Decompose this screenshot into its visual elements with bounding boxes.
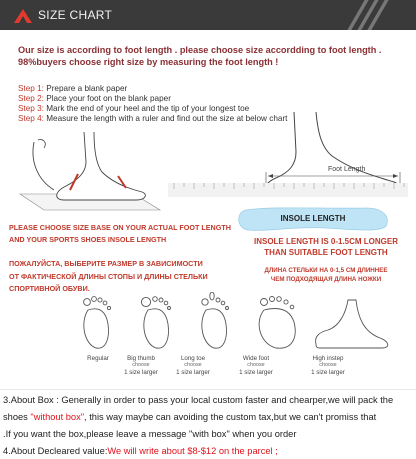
foot-type-wide-foot: Wide foot choose 1 size larger xyxy=(239,355,273,376)
declared-value-note: 4.About Decleared value:We will write about $8-$12 on the parcel ; xyxy=(3,446,278,456)
shipping-notes xyxy=(3,392,415,459)
regular-foot-icon xyxy=(84,297,111,349)
foot-type-high-instep: High instep choose 1 size larger xyxy=(311,355,345,376)
foot-types-illustration xyxy=(74,292,404,352)
intro-line-1: Our size is according to foot length . please choose size accordding to foot length . xyxy=(18,45,382,55)
step-4: Step 4: Measure the length with a ruler and find out the size at below chart xyxy=(18,114,288,123)
choose-size-notice-en: PLEASE CHOOSE SIZE BASE ON YOUR ACTUAL FOOT LENGTH AND YOUR SPORTS SHOES INSOLE LENGTH xyxy=(9,223,231,244)
step-3: Step 3: Mark the end of your heel and the tip of your longest toe xyxy=(18,104,250,113)
foot-type-long-toe: Long toe choose 1 size larger xyxy=(176,355,210,376)
logo-icon xyxy=(14,9,32,23)
intro-line-2: 98%buyers choose right size by measuring the foot length ! xyxy=(18,57,279,67)
insole-length-notice-en: INSOLE LENGTH IS 0-1.5CM LONGER THAN SUITABLE FOOT LENGTH xyxy=(253,237,398,257)
wide-foot-icon xyxy=(259,297,295,349)
high-instep-foot-icon xyxy=(316,300,388,348)
insole-length-notice-ru: ДЛИНА СТЕЛЬКИ НА 0-1,5 СМ ДЛИННЕЕ ЧЕМ ПОДХОДЯЩАЯ ДЛИНА НОЖКИ xyxy=(264,267,388,283)
step-2: Step 2: Place your foot on the blank paper xyxy=(18,94,171,103)
long-toe-foot-icon xyxy=(202,292,229,348)
step-1: Step 1: Prepare a blank paper xyxy=(18,84,128,93)
insole-length-label: INSOLE LENGTH xyxy=(280,214,346,223)
foot-on-paper-illustration xyxy=(14,132,164,212)
page-title: SIZE CHART xyxy=(38,8,113,22)
size-chart-header xyxy=(0,0,416,30)
ruler-illustration xyxy=(168,183,408,197)
intro-text xyxy=(18,44,408,68)
big-thumb-foot-icon xyxy=(141,297,170,349)
choose-size-notice-ru: ПОЖАЛУЙСТА, ВЫБЕРИТЕ РАЗМЕР В ЗАВИСИМОСТИ ОТ ФАКТИЧЕСКОЙ ДЛИНЫ СТОПЫ И ДЛИНЫ СТЕЛЬКИ СПОРТИВНОЙ ОБУВИ. xyxy=(9,259,208,293)
box-note-line-2: shoes "without box", this way maybe can avoiding the custom tax,but we can't promiss that xyxy=(3,412,377,422)
box-note-line-1: 3.About Box : Generally in order to pass your local custom faster and chearper,we will pack the xyxy=(3,395,394,405)
box-note-line-3: .If you want the box,please leave a message "with box" when you order xyxy=(3,429,297,439)
foot-type-big-thumb: Big thumb choose 1 size larger xyxy=(124,355,158,376)
foot-type-regular: Regular xyxy=(87,355,109,362)
section-divider xyxy=(0,389,416,390)
foot-length-label: Foot Length xyxy=(328,166,366,173)
